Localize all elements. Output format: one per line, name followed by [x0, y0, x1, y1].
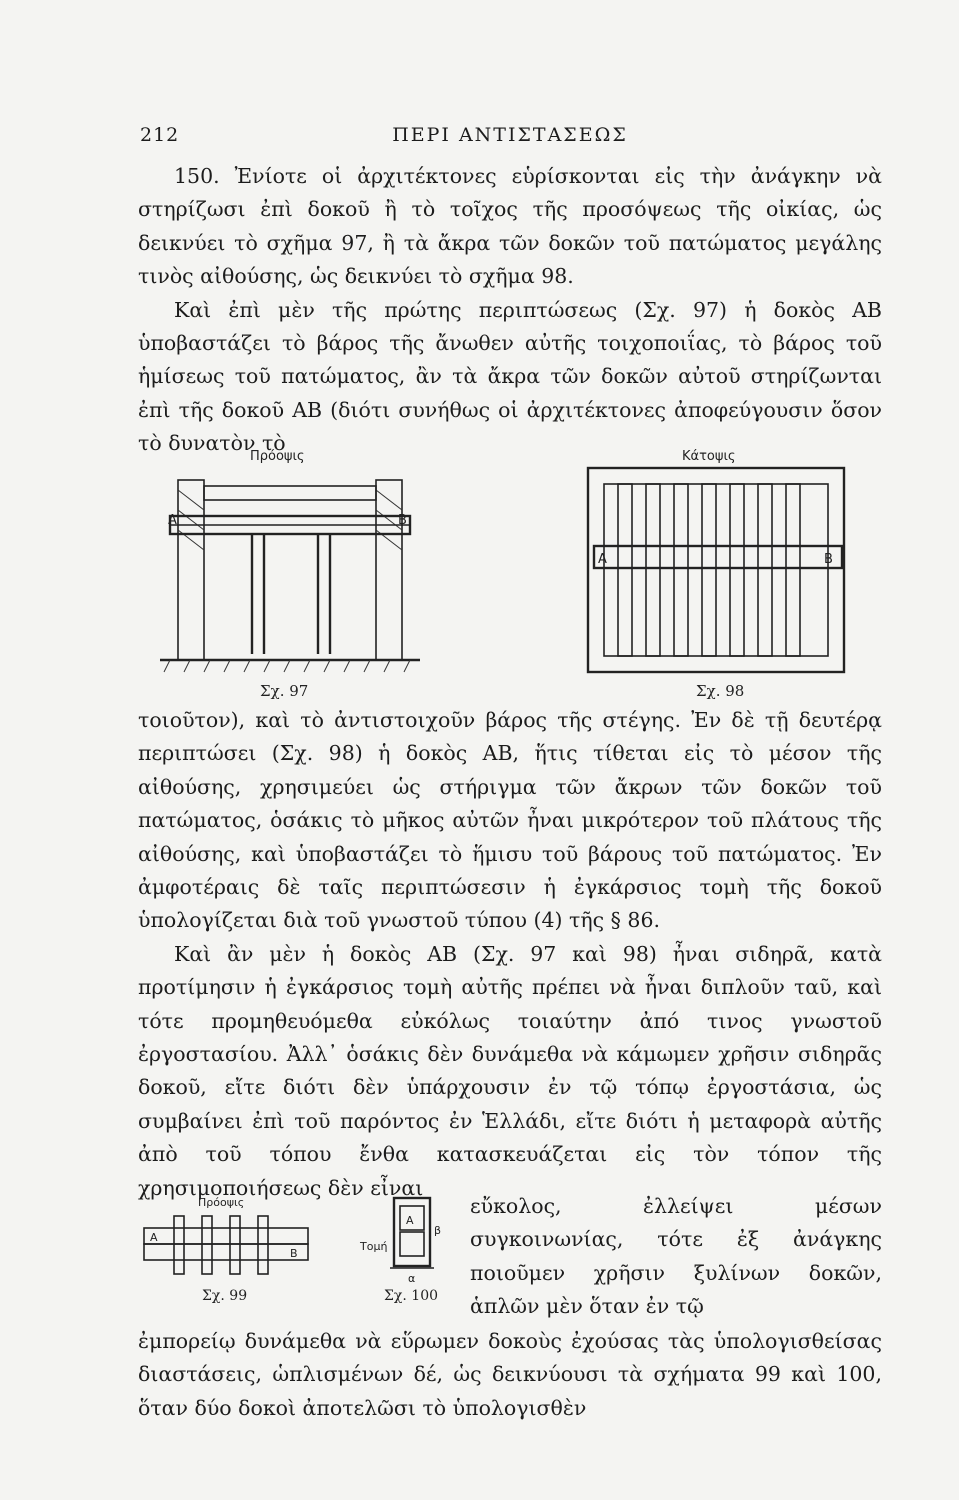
- figure-100-label-c: α: [408, 1272, 416, 1285]
- page-number: 212: [140, 124, 180, 146]
- paragraph-wooden-beams: εὔκολος, ἐλλείψει μέσων συγκοινωνίας, τότε ἐξ ἀνάγκης ποιοῦμεν χρῆσιν ξυλίνων δοκῶν, ἁπλῶν μὲν ὅταν ἐν τῷ: [470, 1194, 882, 1319]
- figure-100: [350, 1192, 460, 1312]
- text-block-side: [470, 1190, 882, 1324]
- figure-97-caption: Σχ. 97: [260, 682, 309, 700]
- figure-99-view: Πρόοψις: [198, 1196, 245, 1209]
- text-block-bottom: [138, 1325, 882, 1425]
- paragraph-150: 150. Ἐνίοτε οἱ ἀρχιτέκτονες εὑρίσκονται εἰς τὴν ἀνάγκην νὰ στηρίζωσι ἐπὶ δοκοῦ ἢ τὸ τοῖχος τῆς προσόψεως τῆς οἰκίας, ὡς δεικνύει τὸ σχῆμα 97, ἢ τὰ ἄκρα τῶν δοκῶν τοῦ πατώματος μεγάλης τινὸς αἰθούσης, ὡς δεικνύει τὸ σχῆμα 98.: [138, 164, 882, 289]
- text-block-middle: [138, 704, 882, 1205]
- figure-97: [160, 440, 430, 700]
- paragraph-iron-beam: Καὶ ἂν μὲν ἡ δοκὸς ΑΒ (Σχ. 97 καὶ 98) ἦναι σιδηρᾶ, κατὰ προτίμησιν ἡ ἐγκάρσιος τομὴ αὐτῆς πρέπει νὰ ἦναι διπλοῦν ταῦ, καὶ τότε προμηθευόμεθα εὐκόλως τοιαύτην ἀπό τινος γνωστοῦ ἐργοστασίου. Ἀλλ᾽ ὁσάκις δὲν δυνάμεθα νὰ κάμωμεν χρῆσιν σιδηρᾶς δοκοῦ, εἴτε διότι δὲν ὑπάρχουσιν ἐν τῷ τόπῳ ἐργοστάσια, ὡς συμβαίνει ἐπὶ τοῦ παρόντος ἐν Ἑλλάδι, εἴτε διότι ἡ μεταφορὰ αὐτῆς ἀπὸ τοῦ τόπου ἔνθα κατασκευάζεται εἰς τὸν τόπον τῆς χρησιμοποιήσεως δὲν εἶναι: [138, 941, 882, 1200]
- figure-97-label-a: A: [168, 513, 177, 528]
- figure-98-caption: Σχ. 98: [696, 682, 745, 700]
- figure-100-label-b: β: [434, 1224, 442, 1237]
- page-header: [140, 124, 880, 154]
- figure-99: [140, 1192, 320, 1312]
- running-head: ΠΕΡΙ ΑΝΤΙΣΤΑΣΕΩΣ: [392, 124, 628, 146]
- text-block-top: [138, 160, 882, 461]
- paragraph-first-case-continued: τοιοῦτον), καὶ τὸ ἀντιστοιχοῦν βάρος τῆς στέγης. Ἐν δὲ τῇ δευτέρᾳ περιπτώσει (Σχ. 98) ἡ δοκὸς ΑΒ, ἥτις τίθεται εἰς τὸ μέσον τῆς αἰθούσης, χρησιμεύει ὡς στήριγμα τῶν ἄκρων τῶν δοκῶν τοῦ πατώματος, ὁσάκις τὸ μῆκος αὐτῶν ἦναι μικρότερον τοῦ πλάτους τῆς αἰθούσης, καὶ ὑποβαστάζει τὸ ἥμισυ τοῦ βάρους τοῦ πατώματος. Ἐν ἀμφοτέραις δὲ ταῖς περιπτώσεσιν ἡ ἐγκάρσιος τομὴ τῆς δοκοῦ ὑπολογίζεται διὰ τοῦ γνωστοῦ τύπου (4) τῆς § 86.: [138, 708, 882, 933]
- figure-99-label-b: B: [290, 1247, 298, 1260]
- figure-100-label-a: A: [406, 1214, 414, 1227]
- figure-99-caption: Σχ. 99: [202, 1288, 248, 1304]
- figure-99-label-a: A: [150, 1231, 158, 1244]
- figure-100-caption: Σχ. 100: [384, 1288, 439, 1304]
- figure-98: [582, 440, 852, 700]
- figure-97-view: Πρόοψις: [250, 449, 305, 464]
- figure-98-label-a: A: [598, 552, 607, 567]
- figure-98-view: Κάτοψις: [682, 449, 736, 464]
- figure-98-label-b: B: [824, 552, 833, 567]
- paragraph-first-case: Καὶ ἐπὶ μὲν τῆς πρώτης περιπτώσεως (Σχ. 97) ἡ δοκὸς ΑΒ ὑποβαστάζει τὸ βάρος τῆς ἄνωθεν αὐτῆς τοιχοποιΐας, τὸ βάρος τοῦ ἡμίσεως τοῦ πατώματος, ἂν τὰ ἄκρα τῶν δοκῶν αὐτοῦ στηρίζωνται ἐπὶ τῆς δοκοῦ ΑΒ (διότι συνήθως οἱ ἀρχιτέκτονες ἀποφεύγουσιν ὅσον τὸ δυνατὸν τὸ: [138, 297, 882, 456]
- paragraph-armored-beams: ἐμπορείῳ δυνάμεθα νὰ εὕρωμεν δοκοὺς ἐχούσας τὰς ὑπολογισθείσας διαστάσεις, ὡπλισμένων δέ, ὡς δεικνύουσι τὰ σχήματα 99 καὶ 100, ὅταν δύο δοκοὶ ἀποτελῶσι τὸ ὑπολογισθὲν: [138, 1329, 882, 1420]
- figure-100-view: Τομή: [360, 1240, 388, 1253]
- figure-97-label-b: B: [398, 513, 407, 528]
